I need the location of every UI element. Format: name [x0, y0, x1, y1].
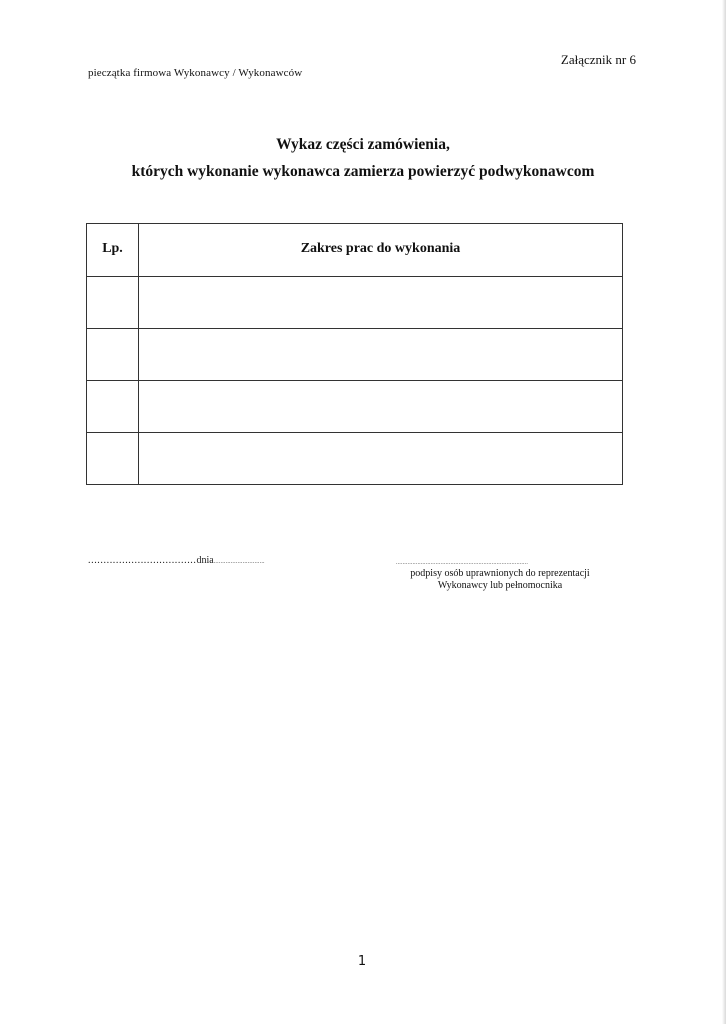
column-header-lp: Lp. — [87, 224, 139, 277]
date-value-dots: .............................. — [213, 559, 265, 565]
column-header-scope: Zakres prac do wykonania — [139, 224, 623, 277]
page-number: 1 — [357, 954, 367, 969]
table-cell-scope — [139, 277, 623, 329]
table-cell-lp — [87, 433, 139, 485]
table-cell-scope — [139, 381, 623, 433]
signature-caption-line2: Wykonawcy lub pełnomocnika — [437, 580, 563, 591]
attachment-label: Załącznik nr 6 — [560, 52, 636, 67]
signature-dots: ................................................................................ — [396, 560, 528, 566]
document-subtitle: których wykonanie wykonawca zamierza powierzyć podwykonawcom — [131, 163, 595, 180]
date-place-dots: ................................... — [88, 555, 197, 566]
table-cell-lp — [87, 381, 139, 433]
table-cell-lp — [87, 277, 139, 329]
table-row — [87, 277, 623, 329]
table-cell-lp — [87, 329, 139, 381]
date-line — [88, 555, 265, 566]
page-edge-shadow — [722, 0, 726, 1024]
company-stamp-label: pieczątka firmowa Wykonawcy / Wykonawców — [88, 67, 303, 79]
table-row — [87, 329, 623, 381]
signature-caption-line1: podpisy osób uprawnionych do reprezentacji — [410, 568, 590, 579]
document-title: Wykaz części zamówienia, — [276, 136, 450, 153]
table-row — [87, 433, 623, 485]
table-row — [87, 381, 623, 433]
table-header-row — [87, 224, 623, 277]
table-cell-scope — [139, 433, 623, 485]
date-label: dnia — [196, 555, 214, 566]
subcontract-table — [86, 223, 623, 485]
table-cell-scope — [139, 329, 623, 381]
